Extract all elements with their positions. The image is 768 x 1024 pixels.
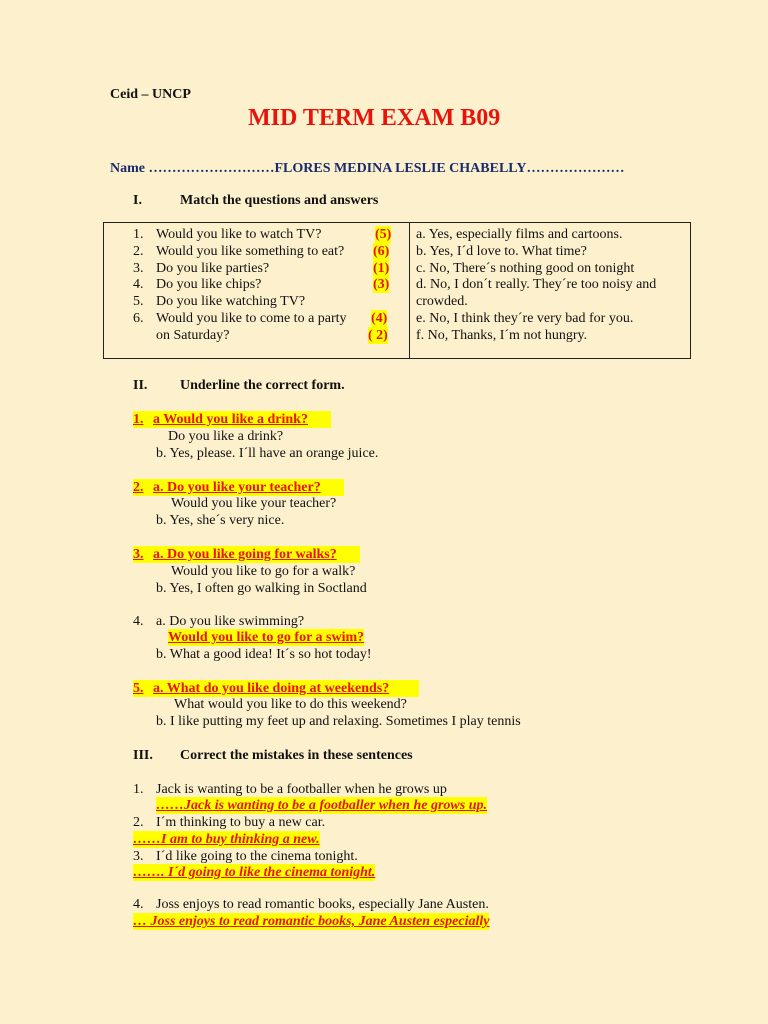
- question-text-2: Would you like something to eat?: [156, 244, 345, 259]
- item-5-highlight: [133, 680, 419, 697]
- correction-1: ……Jack is wanting to be a footballer when he grows up.: [156, 798, 487, 813]
- item-4-alt: Would you like to go for a swim?: [168, 630, 365, 645]
- item-5-alt: What would you like to do this weekend?: [174, 697, 407, 712]
- question-text-5: Do you like watching TV?: [156, 294, 306, 309]
- answer-option-c: c. No, There´s nothing good on tonight: [416, 261, 635, 276]
- item-3-num: 3.: [133, 547, 144, 562]
- question-num-1: 1.: [133, 227, 144, 242]
- exam-title: MID TERM EXAM B09: [248, 105, 501, 131]
- question-answer-6-cont: ( 2): [368, 328, 388, 343]
- mistake-4-text: Joss enjoys to read romantic books, especially Jane Austen.: [156, 897, 489, 912]
- correction-4-highlight: [133, 913, 489, 930]
- item-1-option-a: a Would you like a drink?: [153, 412, 308, 427]
- item-5-option-b: b. I like putting my feet up and relaxing. Sometimes I play tennis: [156, 714, 521, 729]
- answer-option-e: e. No, I think they´re very bad for you.: [416, 311, 634, 326]
- item-3-option-b: b. Yes, I often go walking in Soctland: [156, 581, 367, 596]
- item-1-alt: Do you like a drink?: [168, 429, 284, 444]
- name-line: [110, 160, 624, 177]
- item-2-option-a: a. Do you like your teacher?: [153, 480, 321, 495]
- item-5-num: 5.: [133, 681, 144, 696]
- item-2-alt: Would you like your teacher?: [171, 496, 337, 511]
- section-3-numeral: III.: [133, 748, 153, 763]
- question-answer-6: (4): [371, 311, 388, 326]
- question-num-5: 5.: [133, 294, 144, 309]
- mistake-4-num: 4.: [133, 897, 144, 912]
- answer-option-d: d. No, I don´t really. They´re too noisy and: [416, 277, 657, 292]
- mistake-1-num: 1.: [133, 782, 144, 797]
- section-1-numeral: I.: [133, 193, 142, 208]
- item-4-highlight: [168, 629, 364, 646]
- question-text-1: Would you like to watch TV?: [156, 227, 322, 242]
- item-4-option-a: a. Do you like swimming?: [156, 614, 305, 629]
- item-3-alt: Would you like to go for a walk?: [171, 564, 356, 579]
- item-2-highlight: [133, 479, 344, 496]
- item-2-option-b: b. Yes, she´s very nice.: [156, 513, 285, 528]
- item-5-option-a: a. What do you like doing at weekends?: [153, 681, 390, 696]
- question-text-4: Do you like chips?: [156, 277, 262, 292]
- answer-option-a: a. Yes, especially films and cartoons.: [416, 227, 623, 242]
- correction-4: … Joss enjoys to read romantic books, Jane Austen especially: [133, 914, 490, 929]
- question-num-2: 2.: [133, 244, 144, 259]
- question-text-6: Would you like to come to a party: [156, 311, 347, 326]
- item-1-highlight: [133, 411, 331, 428]
- answer-option-b: b. Yes, I´d love to. What time?: [416, 244, 587, 259]
- name-label: Name: [110, 161, 145, 176]
- institution-label: Ceid – UNCP: [110, 87, 191, 102]
- correction-3-highlight: [133, 864, 375, 881]
- question-text-3: Do you like parties?: [156, 261, 270, 276]
- section-3-heading: Correct the mistakes in these sentences: [180, 748, 413, 763]
- item-1-option-b: b. Yes, please. I´ll have an orange juice.: [156, 446, 379, 461]
- mistake-2-text: I´m thinking to buy a new car.: [156, 815, 326, 830]
- section-2-numeral: II.: [133, 378, 148, 393]
- mistake-2-num: 2.: [133, 815, 144, 830]
- section-1-heading: Match the questions and answers: [180, 193, 379, 208]
- correction-2-highlight: [133, 831, 320, 848]
- answer-option-f: f. No, Thanks, I´m not hungry.: [416, 328, 588, 343]
- correction-2: ……I am to buy thinking a new.: [133, 832, 320, 847]
- question-answer-2: (6): [373, 244, 390, 259]
- table-divider: [409, 223, 410, 358]
- question-answer-1: (5): [375, 227, 392, 242]
- item-3-option-a: a. Do you like going for walks?: [153, 547, 337, 562]
- question-num-3: 3.: [133, 261, 144, 276]
- question-num-4: 4.: [133, 277, 144, 292]
- name-dots-before: ………………………: [148, 161, 275, 176]
- item-2-num: 2.: [133, 480, 144, 495]
- mistake-3-num: 3.: [133, 849, 144, 864]
- mistake-3-text: I´d like going to the cinema tonight.: [156, 849, 358, 864]
- item-3-highlight: [133, 546, 360, 563]
- item-4-num: 4.: [133, 614, 144, 629]
- item-1-num: 1.: [133, 412, 144, 427]
- question-num-6: 6.: [133, 311, 144, 326]
- correction-3: ……. I´d going to like the cinema tonight.: [133, 865, 376, 880]
- question-answer-4: (3): [373, 277, 390, 292]
- correction-1-highlight: [156, 797, 487, 814]
- section-2-heading: Underline the correct form.: [180, 378, 345, 393]
- mistake-1-text: Jack is wanting to be a footballer when he grows up: [156, 782, 447, 797]
- student-name: FLORES MEDINA LESLIE CHABELLY: [274, 161, 527, 176]
- name-dots-after: …………………: [526, 161, 625, 176]
- question-text-6-cont: on Saturday?: [156, 328, 230, 343]
- question-answer-3: (1): [373, 261, 390, 276]
- answer-option-d-cont: crowded.: [416, 294, 468, 309]
- item-4-option-b: b. What a good idea! It´s so hot today!: [156, 647, 372, 662]
